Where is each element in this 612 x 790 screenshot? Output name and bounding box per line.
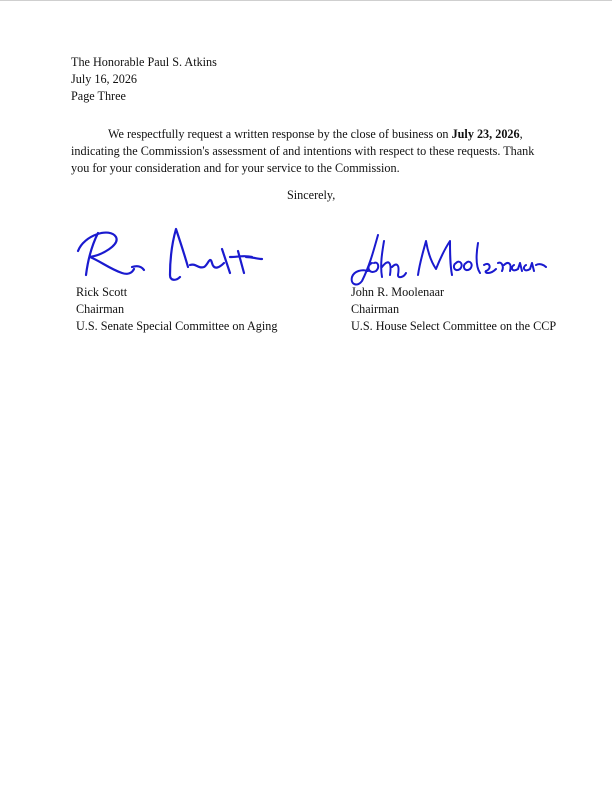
letter-header [71, 54, 371, 105]
signer-name: John R. Moolenaar [351, 285, 445, 299]
signer-block-left [76, 284, 277, 335]
signer-committee: U.S. Senate Special Committee on Aging [76, 319, 278, 333]
signer-title: Chairman [351, 302, 400, 316]
signer-name: Rick Scott [76, 285, 128, 299]
signer-committee: U.S. House Select Committee on the CCP [351, 319, 557, 333]
page-label: Page Three [71, 89, 126, 103]
body-paragraph [71, 126, 541, 177]
addressee-line: The Honorable Paul S. Atkins [71, 55, 217, 69]
rick-scott-signature [72, 223, 267, 289]
response-deadline: July 23, 2026 [451, 127, 520, 141]
body-text-part1: We respectfully request a written response by the close of business on [108, 127, 452, 141]
body-text-part2: , indicating the Commission's assessment of and intentions with respect to these requests. Thank you for your consideration and for your service to the Commission. [71, 127, 535, 175]
signer-title: Chairman [76, 302, 125, 316]
john-moolenaar-signature [348, 231, 548, 289]
signer-block-right [351, 284, 556, 335]
date-line: July 16, 2026 [71, 72, 138, 86]
closing-salutation: Sincerely, [287, 188, 336, 202]
